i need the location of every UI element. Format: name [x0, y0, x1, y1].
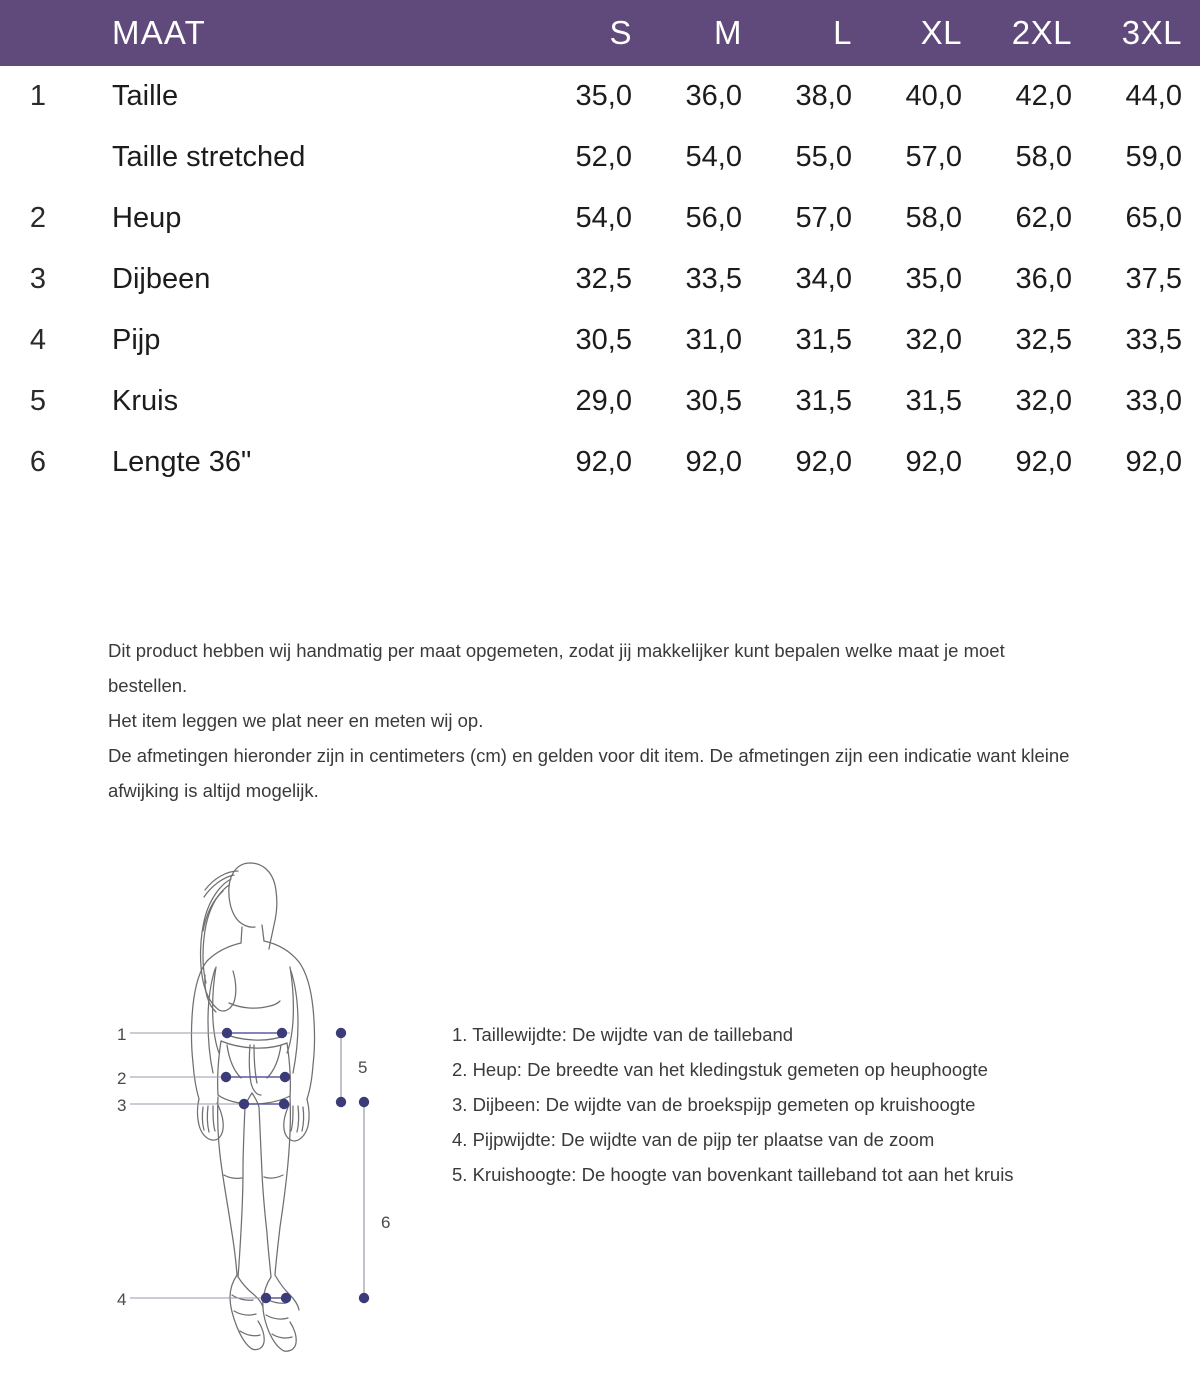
female-figure-diagram	[100, 845, 420, 1382]
cell-l: 38,0	[795, 80, 852, 112]
cell-2xl: 58,0	[1015, 141, 1072, 173]
table-row	[0, 432, 1200, 493]
cell-3xl: 33,0	[1125, 385, 1182, 417]
body-outline-sketch	[192, 863, 315, 1351]
marker-dot	[222, 1028, 232, 1038]
marker-dot	[281, 1293, 291, 1303]
cell-s: 52,0	[575, 141, 632, 173]
intro-line-2: Het item leggen we plat neer en meten wij op.	[108, 710, 484, 731]
row-label: Kruis	[112, 385, 179, 417]
cell-xl: 58,0	[905, 202, 962, 234]
header-size-m: M	[714, 14, 742, 51]
cell-2xl: 32,5	[1015, 324, 1072, 356]
cell-xl: 32,0	[905, 324, 962, 356]
cell-3xl: 33,5	[1125, 324, 1182, 356]
marker-number-labels	[117, 1025, 390, 1309]
table-row	[0, 371, 1200, 432]
header-size-s: S	[609, 14, 632, 51]
cell-3xl: 65,0	[1125, 202, 1182, 234]
table-row	[0, 127, 1200, 188]
header-size-l: L	[833, 14, 852, 51]
measurement-legend	[452, 1017, 1102, 1192]
cell-2xl: 32,0	[1015, 385, 1072, 417]
marker-dot	[359, 1097, 369, 1107]
intro-line-3: De afmetingen hieronder zijn in centimeters (cm) en gelden voor dit item. De afmetingen zijn een indicatie want kleine afwijking is altijd mogelijk.	[108, 745, 1070, 801]
row-label: Dijbeen	[112, 263, 211, 295]
legend-item-4: 4. Pijpwijdte: De wijdte van de pijp ter plaatse van de zoom	[452, 1129, 935, 1150]
marker-label-6: 6	[381, 1213, 391, 1232]
legend-item-2: 2. Heup: De breedte van het kledingstuk gemeten op heuphoogte	[452, 1059, 988, 1080]
row-number: 1	[29, 80, 46, 112]
table-row	[0, 66, 1200, 127]
header-size-2xl: 2XL	[1011, 14, 1072, 51]
measurement-intro-text	[108, 633, 1088, 808]
marker-dot	[280, 1072, 290, 1082]
marker-label-1: 1	[117, 1025, 127, 1044]
cell-m: 92,0	[685, 446, 742, 478]
cell-m: 54,0	[685, 141, 742, 173]
legend-item-5: 5. Kruishoogte: De hoogte van bovenkant tailleband tot aan het kruis	[452, 1164, 1014, 1185]
table-header-row	[0, 0, 1200, 66]
cell-l: 92,0	[795, 446, 852, 478]
cell-xl: 31,5	[905, 385, 962, 417]
legend-item-1: 1. Taillewijdte: De wijdte van de tailleband	[452, 1024, 794, 1045]
row-number: 5	[29, 385, 46, 417]
cell-s: 92,0	[575, 446, 632, 478]
cell-2xl: 62,0	[1015, 202, 1072, 234]
marker-dot	[239, 1099, 249, 1109]
measurement-leader-lines	[130, 1033, 290, 1298]
cell-l: 31,5	[795, 385, 852, 417]
marker-label-2: 2	[117, 1069, 127, 1088]
marker-dot	[336, 1028, 346, 1038]
marker-dot	[279, 1099, 289, 1109]
cell-xl: 92,0	[905, 446, 962, 478]
row-number: 4	[29, 324, 46, 356]
marker-label-3: 3	[117, 1096, 127, 1115]
cell-s: 32,5	[575, 263, 632, 295]
marker-label-5: 5	[358, 1058, 368, 1077]
marker-dot	[221, 1072, 231, 1082]
cell-3xl: 37,5	[1125, 263, 1182, 295]
cell-3xl: 92,0	[1125, 446, 1182, 478]
row-label: Lengte 36"	[112, 446, 252, 478]
cell-m: 33,5	[685, 263, 742, 295]
row-label: Taille	[112, 80, 179, 112]
cell-l: 57,0	[795, 202, 852, 234]
marker-dot	[359, 1293, 369, 1303]
row-label: Pijp	[112, 324, 161, 356]
marker-label-4: 4	[117, 1290, 127, 1309]
table-row	[0, 188, 1200, 249]
marker-dot	[336, 1097, 346, 1107]
cell-m: 36,0	[685, 80, 742, 112]
row-number: 2	[29, 202, 46, 234]
cell-2xl: 42,0	[1015, 80, 1072, 112]
cell-m: 31,0	[685, 324, 742, 356]
cell-xl: 57,0	[905, 141, 962, 173]
row-label: Heup	[112, 202, 182, 234]
size-table	[0, 66, 1200, 493]
header-maat-label: MAAT	[112, 14, 207, 51]
header-size-3xl: 3XL	[1121, 14, 1182, 51]
cell-2xl: 36,0	[1015, 263, 1072, 295]
cell-l: 31,5	[795, 324, 852, 356]
cell-l: 34,0	[795, 263, 852, 295]
cell-2xl: 92,0	[1015, 446, 1072, 478]
cell-m: 56,0	[685, 202, 742, 234]
marker-dot	[261, 1293, 271, 1303]
cell-3xl: 44,0	[1125, 80, 1182, 112]
header-size-xl: XL	[920, 14, 962, 51]
legend-item-3: 3. Dijbeen: De wijdte van de broekspijp gemeten op kruishoogte	[452, 1094, 976, 1115]
marker-dot	[277, 1028, 287, 1038]
row-number: 3	[29, 263, 46, 295]
cell-xl: 40,0	[905, 80, 962, 112]
cell-3xl: 59,0	[1125, 141, 1182, 173]
table-header-bar	[0, 0, 1200, 66]
table-row	[0, 249, 1200, 310]
cell-s: 54,0	[575, 202, 632, 234]
intro-line-1: Dit product hebben wij handmatig per maat opgemeten, zodat jij makkelijker kunt bepalen welke maat je moet bestellen.	[108, 640, 1005, 696]
cell-m: 30,5	[685, 385, 742, 417]
cell-xl: 35,0	[905, 263, 962, 295]
cell-l: 55,0	[795, 141, 852, 173]
row-number: 6	[29, 446, 46, 478]
cell-s: 29,0	[575, 385, 632, 417]
cell-s: 30,5	[575, 324, 632, 356]
cell-s: 35,0	[575, 80, 632, 112]
table-row	[0, 310, 1200, 371]
row-label: Taille stretched	[112, 141, 306, 173]
